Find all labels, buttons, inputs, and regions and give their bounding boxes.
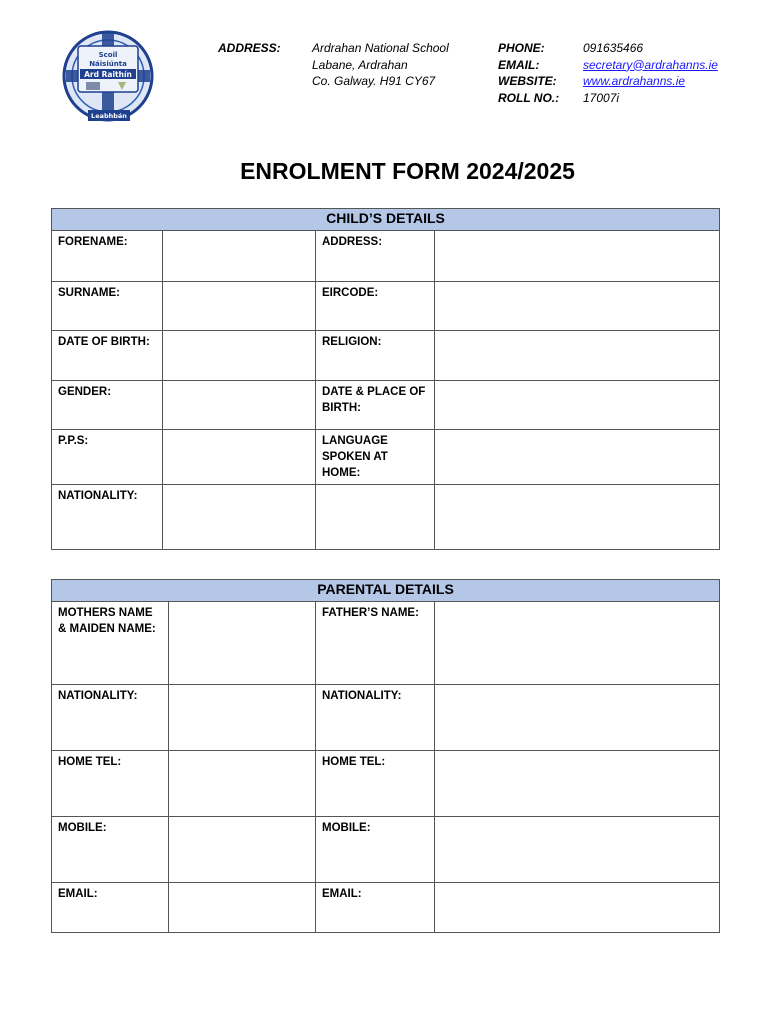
nationality-label: NATIONALITY:	[52, 485, 163, 550]
forename-field[interactable]	[163, 231, 316, 282]
address-lines	[312, 40, 449, 90]
parental-details-table	[51, 579, 720, 933]
pps-label: P.P.S:	[52, 430, 163, 485]
address-line: Labane, Ardrahan	[312, 57, 408, 72]
religion-field[interactable]	[435, 331, 720, 381]
mother-email-field[interactable]	[169, 883, 316, 933]
father-email-field[interactable]	[435, 883, 720, 933]
date-place-of-birth-label: DATE & PLACE OF BIRTH:	[316, 381, 435, 430]
roll-no-value: 17007i	[583, 90, 620, 105]
date-place-of-birth-field[interactable]	[435, 381, 720, 430]
mother-home-tel-label: HOME TEL:	[52, 751, 169, 817]
svg-text:Náisiúnta: Náisiúnta	[89, 60, 127, 68]
father-home-tel-label: HOME TEL:	[316, 751, 435, 817]
address-block	[218, 40, 281, 57]
gender-label: GENDER:	[52, 381, 163, 430]
svg-text:Leabhbán: Leabhbán	[91, 112, 127, 120]
empty-field	[435, 485, 720, 550]
website-label: WEBSITE:	[498, 74, 557, 88]
contact-values	[583, 40, 718, 106]
father-home-tel-field[interactable]	[435, 751, 720, 817]
date-of-birth-label: DATE OF BIRTH:	[52, 331, 163, 381]
mother-nationality-field[interactable]	[169, 685, 316, 751]
gender-field[interactable]	[163, 381, 316, 430]
eircode-label: EIRCODE:	[316, 282, 435, 331]
child-address-field[interactable]	[435, 231, 720, 282]
website-link[interactable]: www.ardrahanns.ie	[583, 74, 686, 88]
date-of-birth-field[interactable]	[163, 331, 316, 381]
childs-details-table	[51, 208, 720, 550]
email-label: EMAIL:	[498, 57, 540, 72]
father-mobile-label: MOBILE:	[316, 817, 435, 883]
address-label: ADDRESS:	[218, 41, 281, 55]
father-nationality-label: NATIONALITY:	[316, 685, 435, 751]
svg-text:Ard Raithín: Ard Raithín	[84, 70, 132, 79]
eircode-field[interactable]	[435, 282, 720, 331]
fathers-name-field[interactable]	[435, 602, 720, 685]
fathers-name-label: FATHER’S NAME:	[316, 602, 435, 685]
school-crest-logo	[60, 30, 160, 126]
mother-mobile-field[interactable]	[169, 817, 316, 883]
svg-text:Scoil: Scoil	[98, 51, 118, 59]
contact-labels	[498, 40, 559, 106]
religion-label: RELIGION:	[316, 331, 435, 381]
mother-email-label: EMAIL:	[52, 883, 169, 933]
pps-field[interactable]	[163, 430, 316, 485]
mother-nationality-label: NATIONALITY:	[52, 685, 169, 751]
email-link[interactable]: secretary@ardrahanns.ie	[583, 57, 718, 72]
phone-label: PHONE:	[498, 41, 545, 55]
address-line: Co. Galway. H91 CY67	[312, 74, 436, 88]
phone-value: 091635466	[583, 41, 644, 55]
section-heading-child: CHILD’S DETAILS	[52, 209, 720, 231]
nationality-field[interactable]	[163, 485, 316, 550]
section-heading-parent: PARENTAL DETAILS	[52, 580, 720, 602]
surname-field[interactable]	[163, 282, 316, 331]
father-email-label: EMAIL:	[316, 883, 435, 933]
address-field-label: ADDRESS:	[316, 231, 435, 282]
address-line: Ardrahan National School	[312, 41, 449, 55]
surname-label: SURNAME:	[52, 282, 163, 331]
mother-home-tel-field[interactable]	[169, 751, 316, 817]
language-at-home-field[interactable]	[435, 430, 720, 485]
father-mobile-field[interactable]	[435, 817, 720, 883]
roll-no-label: ROLL NO.:	[498, 90, 560, 105]
language-at-home-label: LANGUAGE SPOKEN AT HOME:	[316, 430, 435, 485]
form-title: ENROLMENT FORM 2024/2025	[240, 158, 575, 184]
father-nationality-field[interactable]	[435, 685, 720, 751]
mothers-name-label: MOTHERS NAME & MAIDEN NAME:	[52, 602, 169, 685]
mothers-name-field[interactable]	[169, 602, 316, 685]
empty-cell	[316, 485, 435, 550]
mother-mobile-label: MOBILE:	[52, 817, 169, 883]
forename-label: FORENAME:	[52, 231, 163, 282]
